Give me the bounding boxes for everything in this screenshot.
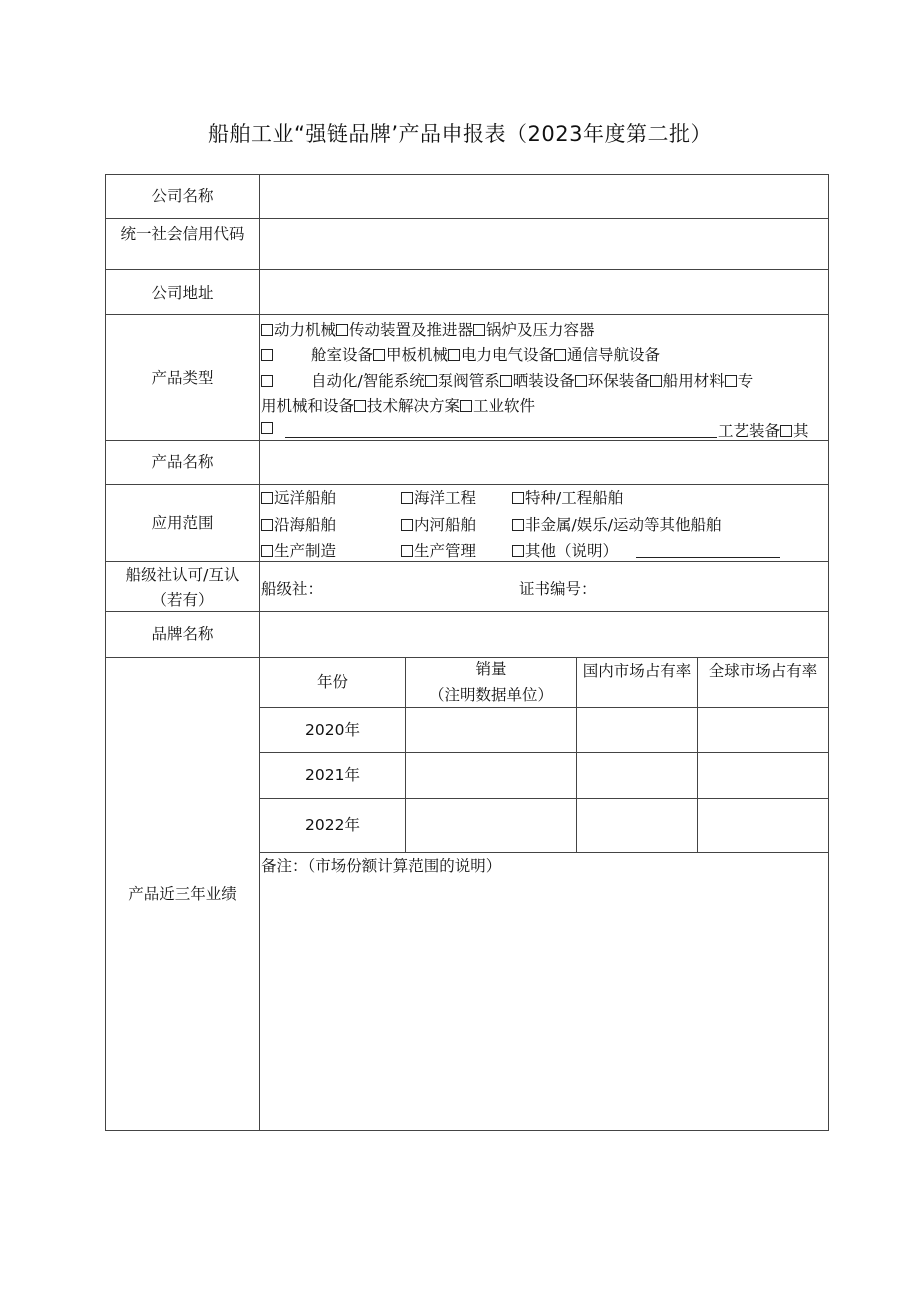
checkbox-icon bbox=[460, 400, 472, 412]
checkbox-deck-machinery[interactable]: 甲板机械 bbox=[373, 346, 448, 364]
label-company-name: 公司名称 bbox=[151, 187, 214, 205]
label-performance: 产品近三年业绩 bbox=[128, 885, 237, 903]
checkbox-icon bbox=[512, 492, 524, 504]
brand-name-input[interactable] bbox=[261, 613, 827, 656]
remark-input[interactable] bbox=[261, 878, 827, 1128]
checkbox-navigation[interactable]: 通信导航设备 bbox=[554, 346, 660, 364]
checkbox-automation[interactable]: 自动化/智能系统 bbox=[261, 372, 425, 390]
checkbox-other-vessel[interactable]: 非金属/娱乐/运动等其他船舶 bbox=[512, 513, 721, 535]
perf-header-global: 全球市场占有率 bbox=[708, 662, 818, 680]
perf-year-cell: 2020年 bbox=[305, 721, 360, 739]
checkbox-icon bbox=[780, 425, 792, 437]
sales-2021-input[interactable] bbox=[407, 754, 575, 797]
perf-header-domestic: 国内市场占有率 bbox=[582, 662, 692, 680]
checkbox-tech-solutions[interactable]: 技术解决方案 bbox=[354, 397, 460, 415]
label-product-type: 产品类型 bbox=[151, 369, 214, 387]
checkbox-icon bbox=[261, 492, 273, 504]
label-brand-name: 品牌名称 bbox=[151, 625, 214, 643]
product-type-row bbox=[261, 343, 660, 365]
checkbox-marine-materials[interactable]: 船用材料 bbox=[650, 372, 725, 390]
checkbox-transmission[interactable]: 传动装置及推进器 bbox=[336, 321, 473, 339]
checkbox-icon bbox=[373, 349, 385, 361]
checkbox-outfitting[interactable]: 晒装设备 bbox=[500, 372, 575, 390]
label-product-name: 产品名称 bbox=[151, 453, 214, 471]
perf-row-divider bbox=[259, 752, 829, 753]
checkbox-icon bbox=[650, 375, 662, 387]
checkbox-icon bbox=[336, 324, 348, 336]
checkbox-special-machinery[interactable]: 专 bbox=[725, 372, 754, 390]
checkbox-coastal-vessel[interactable]: 沿海船舶 bbox=[261, 513, 336, 535]
product-name-input[interactable] bbox=[261, 442, 827, 483]
checkbox-icon bbox=[401, 545, 413, 557]
credit-code-input[interactable] bbox=[261, 220, 827, 268]
checkbox-icon bbox=[261, 545, 273, 557]
checkbox-icon bbox=[575, 375, 587, 387]
checkbox-environmental[interactable]: 环保装备 bbox=[575, 372, 650, 390]
checkbox-management[interactable]: 生产管理 bbox=[401, 539, 476, 561]
checkbox-pumps-valves[interactable]: 泵阀管系 bbox=[425, 372, 500, 390]
row-divider bbox=[105, 218, 829, 219]
product-type-row bbox=[261, 369, 753, 391]
perf-header-sales: 销量 bbox=[475, 660, 507, 678]
checkbox-icon bbox=[512, 545, 524, 557]
page-title: 船舶工业“强链品牌’产品申报表（2023年度第二批） bbox=[208, 122, 712, 146]
checkbox-other[interactable]: 其 bbox=[780, 422, 809, 440]
sales-2022-input[interactable] bbox=[407, 800, 575, 851]
checkbox-icon bbox=[261, 375, 273, 387]
label-address: 公司地址 bbox=[151, 284, 214, 302]
checkbox-power-machinery[interactable]: 动力机械 bbox=[261, 321, 336, 339]
domestic-share-2021-input[interactable] bbox=[578, 754, 696, 797]
checkbox-icon bbox=[261, 519, 273, 531]
perf-col-divider bbox=[576, 657, 577, 853]
label-class-society-note: （若有） bbox=[151, 591, 214, 609]
sales-2020-input[interactable] bbox=[407, 709, 575, 751]
checkbox-icon bbox=[725, 375, 737, 387]
table-border-bottom bbox=[105, 1130, 829, 1131]
checkbox-other-scope[interactable]: 其他（说明） bbox=[512, 539, 618, 561]
perf-header-year: 年份 bbox=[316, 673, 348, 691]
table-border-left bbox=[105, 174, 106, 1131]
row-divider bbox=[105, 484, 829, 485]
global-share-2022-input[interactable] bbox=[699, 800, 827, 851]
product-type-row: 工艺装备 其 bbox=[718, 422, 809, 440]
checkbox-cabin-equipment[interactable]: 舱室设备 bbox=[261, 346, 373, 364]
checkbox-icon bbox=[448, 349, 460, 361]
checkbox-special-vessel[interactable]: 特种/工程船舶 bbox=[512, 486, 623, 508]
class-society-label: 船级社： bbox=[261, 580, 324, 598]
label-credit-code: 统一社会信用代码 bbox=[120, 225, 245, 243]
product-type-row: 用机械和设备 技术解决方案 工业软件 bbox=[261, 397, 536, 415]
global-share-2020-input[interactable] bbox=[699, 709, 827, 751]
checkbox-icon bbox=[261, 349, 273, 361]
checkbox-icon bbox=[500, 375, 512, 387]
checkbox-process-equipment[interactable] bbox=[261, 419, 274, 437]
perf-row-divider bbox=[259, 798, 829, 799]
perf-year-cell: 2021年 bbox=[305, 766, 360, 784]
checkbox-boiler[interactable]: 锅炉及压力容器 bbox=[473, 321, 595, 339]
perf-header-sales-note: （注明数据单位） bbox=[428, 686, 553, 704]
domestic-share-2020-input[interactable] bbox=[578, 709, 696, 751]
checkbox-offshore[interactable]: 海洋工程 bbox=[401, 486, 476, 508]
remark-label: 备注：（市场份额计算范围的说明） bbox=[261, 857, 502, 875]
global-share-2021-input[interactable] bbox=[699, 754, 827, 797]
checkbox-industrial-software[interactable]: 工业软件 bbox=[460, 397, 535, 415]
checkbox-icon bbox=[473, 324, 485, 336]
label-class-society: 船级社认可/互认 bbox=[125, 566, 240, 584]
checkbox-icon bbox=[261, 422, 273, 434]
table-border-right bbox=[828, 174, 829, 1131]
label-app-scope: 应用范围 bbox=[151, 514, 214, 532]
label-column-divider bbox=[259, 174, 260, 1131]
table-border-top bbox=[105, 174, 829, 175]
checkbox-production[interactable]: 生产制造 bbox=[261, 539, 336, 561]
other-scope-underline[interactable] bbox=[636, 557, 780, 558]
perf-year-cell: 2022年 bbox=[305, 816, 360, 834]
row-divider bbox=[105, 269, 829, 270]
perf-row-divider bbox=[259, 852, 829, 853]
checkbox-icon bbox=[554, 349, 566, 361]
domestic-share-2022-input[interactable] bbox=[578, 800, 696, 851]
checkbox-icon bbox=[261, 324, 273, 336]
product-type-row bbox=[261, 318, 595, 340]
checkbox-icon bbox=[512, 519, 524, 531]
perf-row-divider bbox=[259, 707, 829, 708]
checkbox-electrical[interactable]: 电力电气设备 bbox=[448, 346, 554, 364]
checkbox-inland-vessel[interactable]: 内河船舶 bbox=[401, 513, 476, 535]
checkbox-ocean-vessel[interactable]: 远洋船舶 bbox=[261, 486, 336, 508]
address-input[interactable] bbox=[261, 271, 827, 313]
blank-underline bbox=[285, 437, 717, 438]
checkbox-icon bbox=[401, 492, 413, 504]
row-divider bbox=[105, 561, 829, 562]
checkbox-icon bbox=[425, 375, 437, 387]
cert-number-label: 证书编号： bbox=[519, 580, 597, 598]
row-divider bbox=[105, 314, 829, 315]
company-name-input[interactable] bbox=[261, 176, 827, 217]
checkbox-icon bbox=[401, 519, 413, 531]
checkbox-icon bbox=[354, 400, 366, 412]
perf-col-divider bbox=[697, 657, 698, 853]
